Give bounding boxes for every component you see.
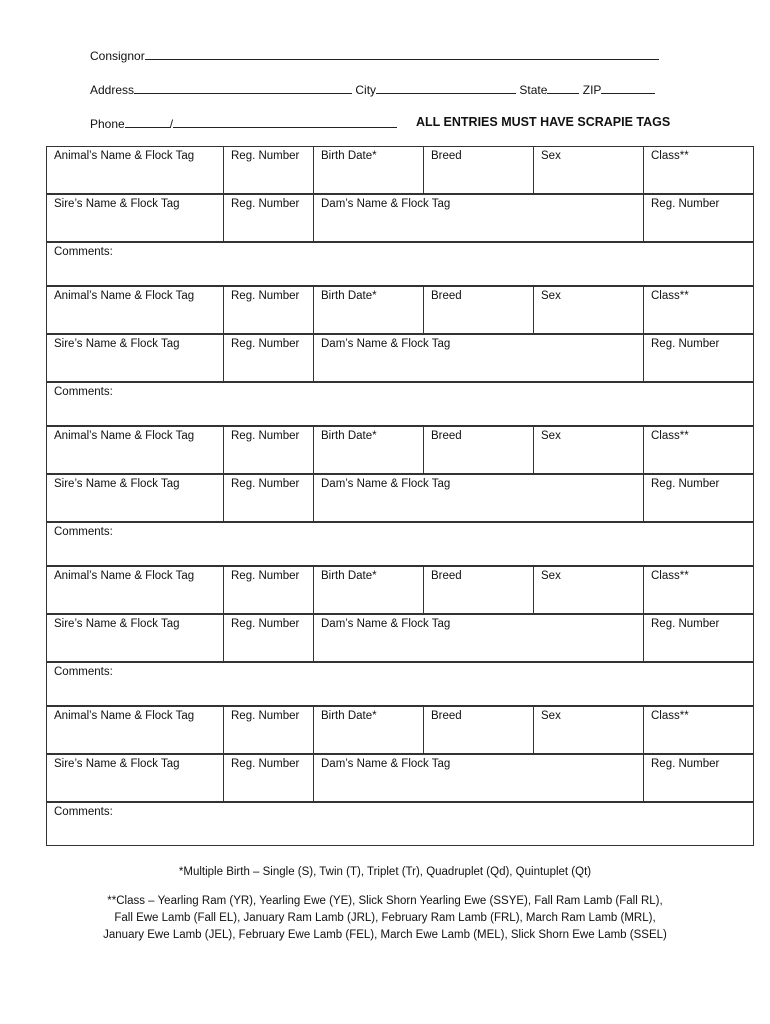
dam-reg-number-cell[interactable]: Reg. Number bbox=[643, 475, 755, 521]
sire-name-cell[interactable]: Sire’s Name & Flock Tag bbox=[54, 198, 180, 210]
breed-cell[interactable]: Breed bbox=[423, 287, 533, 333]
comments-label: Comments: bbox=[54, 386, 113, 398]
sire-reg-number-cell[interactable]: Reg. Number bbox=[223, 615, 313, 661]
sire-reg-number-cell[interactable]: Reg. Number bbox=[223, 335, 313, 381]
class-footnote-line-1: **Class – Yearling Ram (YR), Yearling Ewe (YE), Slick Shorn Yearling Ewe (SSYE), Fall Ram Lamb (Fall RL), bbox=[107, 895, 663, 907]
zip-field[interactable] bbox=[601, 82, 655, 94]
dam-name-cell[interactable]: Dam’s Name & Flock Tag bbox=[313, 475, 643, 521]
animal-row bbox=[46, 565, 754, 613]
dam-name-cell[interactable]: Dam’s Name & Flock Tag bbox=[313, 755, 643, 801]
dam-reg-number-cell[interactable]: Reg. Number bbox=[643, 615, 755, 661]
class-cell[interactable]: Class** bbox=[643, 707, 755, 753]
sire-reg-number-cell[interactable]: Reg. Number bbox=[223, 755, 313, 801]
sex-cell[interactable]: Sex bbox=[533, 427, 643, 473]
sire-name-cell[interactable]: Sire’s Name & Flock Tag bbox=[54, 478, 180, 490]
entry-block bbox=[46, 146, 754, 285]
consignor-label: Consignor bbox=[90, 49, 145, 63]
dam-name-cell[interactable]: Dam’s Name & Flock Tag bbox=[313, 195, 643, 241]
comments-row[interactable] bbox=[46, 661, 754, 705]
animal-name-cell[interactable]: Animal’s Name & Flock Tag bbox=[54, 290, 195, 302]
comments-row[interactable] bbox=[46, 521, 754, 565]
comments-label: Comments: bbox=[54, 526, 113, 538]
breed-cell[interactable]: Breed bbox=[423, 707, 533, 753]
parents-row bbox=[46, 613, 754, 661]
city-field[interactable] bbox=[376, 82, 516, 94]
sex-cell[interactable]: Sex bbox=[533, 147, 643, 193]
entry-table bbox=[46, 146, 754, 846]
birth-date-cell[interactable]: Birth Date* bbox=[313, 287, 423, 333]
entry-block bbox=[46, 705, 754, 846]
entry-block bbox=[46, 565, 754, 705]
class-cell[interactable]: Class** bbox=[643, 567, 755, 613]
consignor-field[interactable] bbox=[145, 48, 659, 60]
animal-row bbox=[46, 425, 754, 473]
class-cell[interactable]: Class** bbox=[643, 287, 755, 333]
scrapie-notice: ALL ENTRIES MUST HAVE SCRAPIE TAGS bbox=[416, 115, 671, 129]
reg-number-cell[interactable]: Reg. Number bbox=[223, 287, 313, 333]
sire-name-cell[interactable]: Sire’s Name & Flock Tag bbox=[54, 758, 180, 770]
birth-date-cell[interactable]: Birth Date* bbox=[313, 147, 423, 193]
parents-row bbox=[46, 473, 754, 521]
reg-number-cell[interactable]: Reg. Number bbox=[223, 567, 313, 613]
phone-separator: / bbox=[169, 117, 174, 131]
breed-cell[interactable]: Breed bbox=[423, 427, 533, 473]
animal-name-cell[interactable]: Animal’s Name & Flock Tag bbox=[54, 710, 195, 722]
sex-cell[interactable]: Sex bbox=[533, 287, 643, 333]
state-field[interactable] bbox=[547, 82, 579, 94]
entry-block bbox=[46, 285, 754, 425]
phone-area-field[interactable] bbox=[125, 116, 170, 128]
phone-label: Phone bbox=[90, 117, 125, 131]
dam-name-cell[interactable]: Dam’s Name & Flock Tag bbox=[313, 615, 643, 661]
dam-reg-number-cell[interactable]: Reg. Number bbox=[643, 195, 755, 241]
city-label: City bbox=[355, 83, 377, 97]
sire-name-cell[interactable]: Sire’s Name & Flock Tag bbox=[54, 618, 180, 630]
animal-name-cell[interactable]: Animal’s Name & Flock Tag bbox=[54, 570, 195, 582]
phone-line bbox=[90, 116, 397, 131]
sex-cell[interactable]: Sex bbox=[533, 707, 643, 753]
animal-row bbox=[46, 146, 754, 193]
sex-cell[interactable]: Sex bbox=[533, 567, 643, 613]
birth-date-cell[interactable]: Birth Date* bbox=[313, 567, 423, 613]
comments-row[interactable] bbox=[46, 381, 754, 425]
state-label: State bbox=[519, 83, 548, 97]
address-field[interactable] bbox=[134, 82, 352, 94]
dam-reg-number-cell[interactable]: Reg. Number bbox=[643, 755, 755, 801]
reg-number-cell[interactable]: Reg. Number bbox=[223, 147, 313, 193]
birth-footnote: *Multiple Birth – Single (S), Twin (T), Triplet (Tr), Quadruplet (Qd), Quintuplet (Qt) bbox=[178, 866, 592, 878]
reg-number-cell[interactable]: Reg. Number bbox=[223, 707, 313, 753]
zip-label: ZIP bbox=[582, 83, 602, 97]
comments-label: Comments: bbox=[54, 246, 113, 258]
animal-row bbox=[46, 285, 754, 333]
address-line bbox=[90, 82, 655, 97]
animal-name-cell[interactable]: Animal’s Name & Flock Tag bbox=[54, 430, 195, 442]
consignor-line bbox=[90, 48, 659, 63]
sire-reg-number-cell[interactable]: Reg. Number bbox=[223, 195, 313, 241]
class-cell[interactable]: Class** bbox=[643, 427, 755, 473]
breed-cell[interactable]: Breed bbox=[423, 567, 533, 613]
dam-name-cell[interactable]: Dam’s Name & Flock Tag bbox=[313, 335, 643, 381]
phone-number-field[interactable] bbox=[173, 116, 397, 128]
class-footnote-line-2: Fall Ewe Lamb (Fall EL), January Ram Lamb (JRL), February Ram Lamb (FRL), March Ram Lamb (MRL), bbox=[114, 912, 656, 924]
entry-block bbox=[46, 425, 754, 565]
parents-row bbox=[46, 193, 754, 241]
parents-row bbox=[46, 333, 754, 381]
sire-name-cell[interactable]: Sire’s Name & Flock Tag bbox=[54, 338, 180, 350]
class-cell[interactable]: Class** bbox=[643, 147, 755, 193]
sire-reg-number-cell[interactable]: Reg. Number bbox=[223, 475, 313, 521]
parents-row bbox=[46, 753, 754, 801]
birth-date-cell[interactable]: Birth Date* bbox=[313, 707, 423, 753]
dam-reg-number-cell[interactable]: Reg. Number bbox=[643, 335, 755, 381]
animal-row bbox=[46, 705, 754, 753]
comments-row[interactable] bbox=[46, 241, 754, 285]
comments-label: Comments: bbox=[54, 806, 113, 818]
birth-date-cell[interactable]: Birth Date* bbox=[313, 427, 423, 473]
class-footnote-line-3: January Ewe Lamb (JEL), February Ewe Lamb (FEL), March Ewe Lamb (MEL), Slick Shorn Ewe Lamb (SSEL) bbox=[103, 929, 667, 941]
address-label: Address bbox=[90, 83, 135, 97]
comments-row[interactable] bbox=[46, 801, 754, 846]
comments-label: Comments: bbox=[54, 666, 113, 678]
animal-name-cell[interactable]: Animal’s Name & Flock Tag bbox=[54, 150, 195, 162]
reg-number-cell[interactable]: Reg. Number bbox=[223, 427, 313, 473]
breed-cell[interactable]: Breed bbox=[423, 147, 533, 193]
